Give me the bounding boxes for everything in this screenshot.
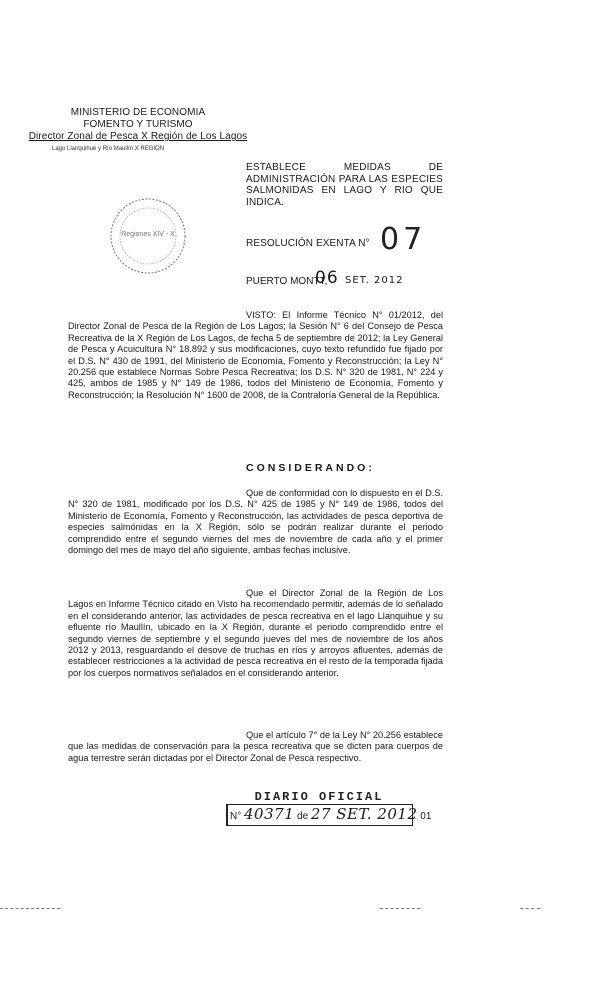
diario-oficial-stamp xyxy=(226,790,432,826)
considerando-paragraph-2 xyxy=(68,588,443,679)
resolution-label: RESOLUCIÓN EXENTA N° xyxy=(246,238,370,249)
stamp-no-value: 40371 xyxy=(244,805,295,823)
stamp-title: DIARIO OFICIAL xyxy=(254,790,384,804)
resolution-date-day: 06 xyxy=(315,268,339,288)
considerando-heading: CONSIDERANDO: xyxy=(246,462,375,474)
consid-p2-lead: Que el Director Zonal de la Región de xyxy=(246,588,423,598)
footer-rule-left xyxy=(0,908,60,909)
stamp-date-value: 27 SET. 2012 xyxy=(310,805,418,823)
seal-text: Regiones XIV - X xyxy=(121,231,175,238)
stamp-suffix: 01 xyxy=(420,811,432,822)
visto-body: del Director Zonal de Pesca de la Región de Los Lagos; la Sesión N° 6 del Consejo de Pesca Recreativa de la X Región de Los Lagos, de fecha 5 de septiembre de 2012; la Ley General de Pesca y Acuicultura N° 18.892 y sus modificaciones, cuyo texto refundido fue fijado por el D.S. N° 430 de 1991, del Ministerio de Economía, Fomento y Reconstrucción; la Ley N° 20.256 que establece Normas Sobre Pesca Recreativa; los D.S. N° 320 de 1981, N° 224 y 425, ambos de 1985 y N° 149 de 1986, todos del Ministerio de Economía, Fomento y Reconstrucción; la Resolución N° 1600 de 2008, de la Contraloría General de la República. xyxy=(68,310,443,400)
consid-p3-lead: Que el artículo 7° de la Ley N° 20.256 xyxy=(246,730,402,740)
visto-paragraph xyxy=(68,310,443,401)
stamp-entry xyxy=(230,805,431,823)
footer-rule-mid xyxy=(380,908,420,909)
ministry-name: MINISTERIO DE ECONOMIA xyxy=(70,107,206,118)
considerando-paragraph-1 xyxy=(68,488,443,556)
footer-rule-right xyxy=(520,908,540,909)
resolution-date-rest: SET. 2012 xyxy=(345,275,404,286)
visto-lead: VISTO: El Informe Técnico N° 01/2012, xyxy=(246,310,425,320)
letterhead xyxy=(18,107,258,154)
consid-p1-body: el D.S. N° 320 de 1981, modificado por los D.S. N° 425 de 1985 y N° 149 de 1986, todos del Ministerio de Economía, Fomento y Reconstrucción, las actividades de pesca deportiva de especies salmónidas en la X Región, sólo se podrán realizar durante el periodo comprendido entre el segundo viernes del mes de noviembre de cada año y el primer domingo del mes de mayo del año siguiente, ambas fechas inclusive. xyxy=(68,488,443,556)
office-location: Lago Llanquihue y Río Maullín X REGION xyxy=(52,146,165,152)
consid-p1-lead: Que de conformidad con lo dispuesto en xyxy=(246,488,413,498)
resolution-date xyxy=(315,268,403,288)
resolution-subject: ESTABLECE MEDIDAS DE ADMINISTRACIÓN PARA LAS ESPECIES SALMONIDAS EN LAGO Y RIO QUE INDICA. xyxy=(246,162,443,208)
considerando-paragraph-3 xyxy=(68,730,443,764)
stamp-de-label: de xyxy=(297,811,309,822)
ministry-subname: FOMENTO Y TURISMO xyxy=(83,119,193,130)
resolution-number: 07 xyxy=(380,222,427,257)
consid-p2-body: Los Lagos en Informe Técnico citado en Visto ha recomendado permitir, además de lo señalado en el considerando anterior, las actividades de pesca recreativa en el lago Llanquihue y su efluente río Maullín, ubicado en la X Región, durante el periodo comprendido entre el segundo viernes de septiembre y el segundo jueves del mes de noviembre de los años 2012 y 2013, resguardando el desove de truchas en ríos y arroyos afluentes, además de establecer restricciones a la actividad de pesca recreativa en el resto de la temporada fijada por los cuerpos normativos señalados en el considerando anterior. xyxy=(68,588,443,678)
place-label: PUERTO MONTT, xyxy=(246,276,328,287)
stamp-no-label: N° xyxy=(230,811,242,822)
consid-p3-body: establece que las medidas de conservación para la pesca recreativa que se dicten para cuerpos de agua terrestre serán dictadas por el Director Zonal de Pesca respectivo. xyxy=(68,730,443,763)
official-seal-icon xyxy=(108,196,188,276)
office-name: Director Zonal de Pesca X Región de Los Lagos xyxy=(28,131,248,142)
